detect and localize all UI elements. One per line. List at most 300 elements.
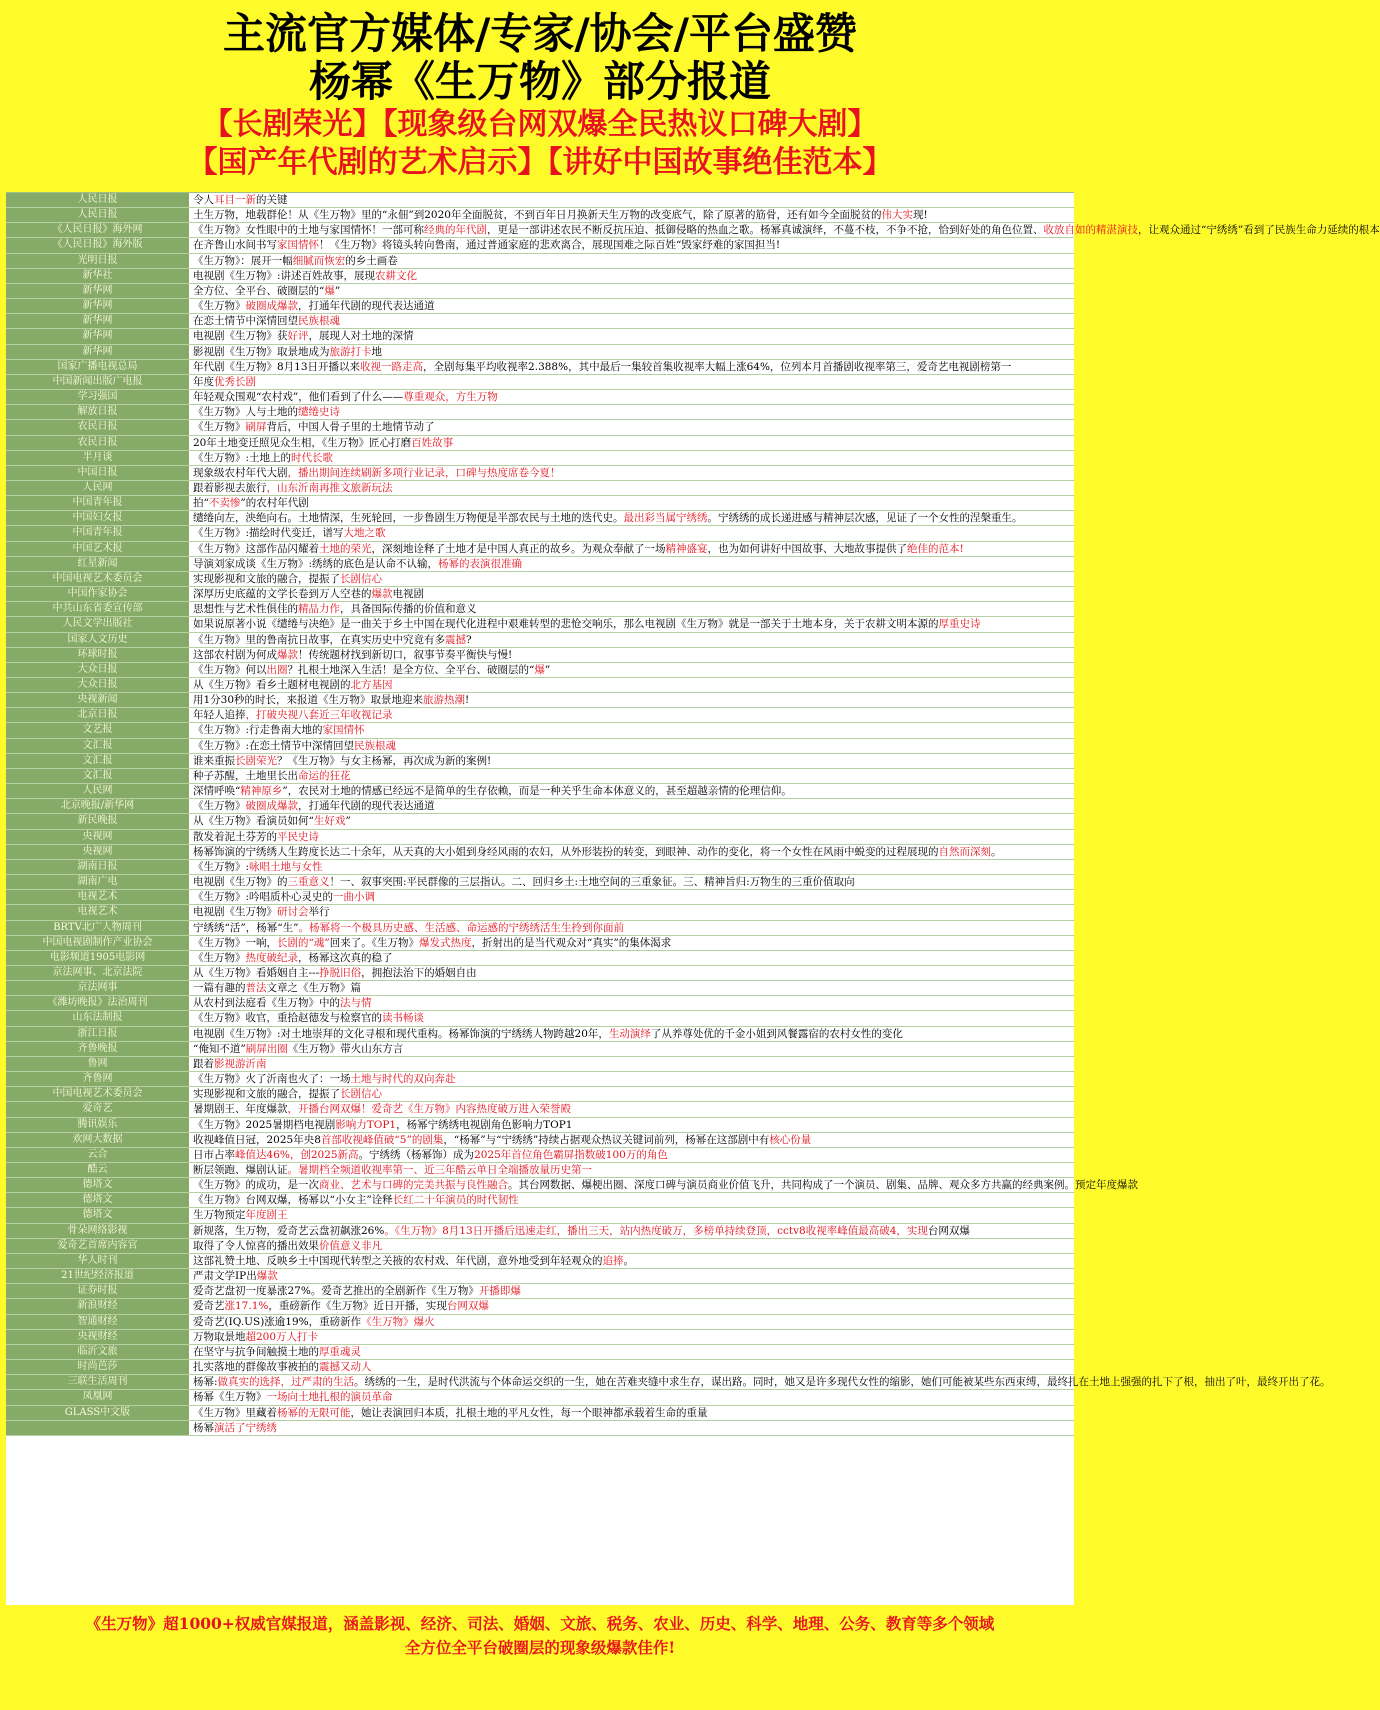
body-text: 《生万物》台网双爆，杨幂以“小女主”诠释 [193,1194,393,1207]
source-cell: 文汇报 [6,739,189,753]
table-row [6,951,1074,966]
body-text: 。宁绣绣（杨幂饰）成为 [358,1148,475,1161]
highlight-text: 挣脱旧俗 [319,966,362,979]
table-row [6,284,1074,299]
report-text-cell [189,511,1074,525]
report-text-cell [189,905,1074,919]
source-cell: 中国电视艺术委员会 [6,1087,189,1101]
body-text: 《生万物》带火山东方言 [287,1042,404,1055]
source-cell: 鲁网 [6,1057,189,1071]
report-text-cell [189,1345,1074,1359]
highlight-text: 收放自如的精湛演技 [1043,224,1138,237]
body-text: ，打通年代剧的现代表达通道 [298,800,435,813]
body-text: 电视剧《生万物》:讲述百姓故事，展现 [193,269,376,282]
body-text: ，打通年代剧的现代表达通道 [298,300,435,313]
highlight-text: 农耕文化 [375,269,418,282]
report-text-cell [189,936,1074,950]
highlight-text: 精神盛宴 [665,542,708,555]
report-text-cell [189,208,1074,222]
table-row [6,1011,1074,1026]
source-cell: 骨朵网络影视 [6,1224,189,1238]
report-text-cell [189,1208,1074,1222]
source-cell: 三联生活周刊 [6,1375,189,1389]
table-row [6,1330,1074,1345]
table-row [6,360,1074,375]
body-text: 在齐鲁山水间书写 [193,239,277,252]
body-text: 从农村到法庭看《生万物》中的 [193,997,340,1010]
body-text: 杨幂 [193,1421,214,1434]
report-text-cell [189,1299,1074,1313]
body-text: 《生万物》: [193,860,250,873]
report-text-cell [189,1193,1074,1207]
source-cell: 京法网事、北京法院 [6,966,189,980]
highlight-text: 好评 [287,330,309,343]
report-text-cell [189,693,1074,707]
table-row [6,1345,1074,1360]
highlight-text: ，开播台网双爆！爱奇艺《生万物》内容热度破万进入荣誉殿 [287,1103,571,1116]
body-text: ”，农民对土地的情感已经远不是简单的生存依赖，而是一种关乎生命本体意义的，甚至超越亲情的伦理信仰。 [282,785,792,798]
report-text-cell [189,1178,1138,1192]
highlight-text: 影响力TOP1 [335,1118,397,1131]
highlight-text: 首部收视峰值破“5”的剧集 [320,1133,444,1146]
body-text: 20年土地变迁照见众生相，《生万物》匠心打磨 [193,436,412,449]
highlight-text: 大地之歌 [343,527,386,540]
body-text: 跟着影视去旅行 [193,481,267,494]
table-row [6,557,1074,572]
highlight-text: 耳目一新 [214,194,256,206]
report-text-cell [189,572,1074,586]
source-cell: 环球时报 [6,648,189,662]
table-row [6,845,1074,860]
source-cell: 电视艺术 [6,890,189,904]
report-text-cell [189,451,1074,465]
body-text: ！传统题材找到新切口，叙事节奏平衡快与慢! [298,648,513,661]
highlight-text: 咏唱土地与女性 [249,860,323,873]
body-text: 万物取景地 [193,1330,246,1343]
source-cell: 文艺报 [6,723,189,737]
body-text: 从《生万物》看婚姻自主--- [193,966,320,979]
report-text-cell [189,1118,1074,1132]
table-row [6,1072,1074,1087]
body-text: 年轻观众围观“农村戏”，他们看到了什么—— [193,391,404,404]
highlight-text: 绝佳的范本! [907,542,964,555]
source-cell: 中国日报 [6,466,189,480]
highlight-text: 旅游打卡 [329,345,372,358]
report-text-cell [189,814,1074,828]
report-text-cell [189,1330,1074,1344]
table-row [6,1254,1074,1269]
table-row [6,1406,1074,1421]
report-text-cell [189,238,1074,252]
highlight-text: 三重意义 [287,876,330,889]
highlight-text: 台网双爆 [446,1300,489,1313]
report-text-cell [189,708,1074,722]
highlight-text: 长剧信心 [340,572,382,585]
report-text-cell [189,1027,1074,1041]
highlight-text: 一场向土地扎根的演员革命 [266,1391,393,1404]
body-text: ” [345,815,351,828]
source-cell: 爱奇艺 [6,1102,189,1116]
report-text-cell [189,1269,1074,1283]
source-cell: 证券时报 [6,1284,189,1298]
highlight-text: 热度破纪录 [245,951,298,964]
source-cell: 浙江日报 [6,1027,189,1041]
source-cell: 人民日报 [6,208,189,222]
report-text-cell [189,481,1074,495]
body-text: 拍“ [193,497,209,510]
source-cell: 央视网 [6,845,189,859]
source-cell: 北京晚报/新华网 [6,799,189,813]
highlight-text: 长红二十年演员的时代韧性 [392,1194,519,1207]
table-row [6,420,1074,435]
highlight-text: 破圈成爆款 [245,800,298,813]
table-row [6,587,1074,602]
source-cell: 学习强国 [6,390,189,404]
report-text-cell [189,1390,1074,1404]
body-text: 《生万物》2025暑期档电视剧 [193,1118,336,1131]
highlight-text: 震撼又动人 [319,1361,372,1374]
report-text-cell [189,1102,1074,1116]
body-text: ，杨幂宁绣绣电视剧角色影响力TOP1 [396,1118,573,1131]
footer [0,1612,1080,1660]
highlight-text: 不卖惨 [208,497,241,510]
highlight-text: 民族根魂 [354,739,397,752]
body-text: “俺知不道” [193,1042,246,1055]
source-cell: 新华网 [6,345,189,359]
footer-line-2: 全方位全平台破圈层的现象级爆款佳作! [404,1638,676,1657]
table-row [6,1375,1331,1390]
report-text-cell [189,1254,1074,1268]
body-text: 《生万物》人与土地的 [193,406,298,419]
body-text: 背后，中国人骨子里的土地情节动了 [266,421,435,434]
report-text-cell [189,1163,1074,1177]
body-text: 《生万物》 [193,300,246,313]
source-cell: 中国妇女报 [6,511,189,525]
table-row [6,1193,1074,1208]
body-text: 《生万物》里藏着 [193,1406,277,1419]
highlight-text: 最出彩当属宁绣绣 [623,512,708,525]
body-text: 《生万物》 [193,421,246,434]
table-row [6,814,1074,829]
body-text: ，杨幂这次真的稳了 [298,951,393,964]
body-text: 电视剧《生万物》 [193,906,277,919]
source-cell: 京法网事 [6,981,189,995]
body-text: 爱奇艺 [193,1300,225,1313]
body-text: ？扎根土地深入生活！是全方位、全平台、破圈层的“ [287,663,535,676]
source-cell: 农民日报 [6,436,189,450]
report-text-cell [189,875,1074,889]
title-line-2: 杨幂《生万物》部分报道 [308,57,771,106]
report-text-cell [189,1087,1074,1101]
source-cell: 欢网大数据 [6,1133,189,1147]
table-row [6,1360,1074,1375]
report-text-cell [189,254,1074,268]
highlight-text: 精神原乡 [240,785,283,798]
highlight-text: 生好戏 [313,815,346,828]
body-text: 回来了。《生万物》 [329,936,419,949]
table-row [6,436,1074,451]
table-row [6,769,1074,784]
report-text-cell [189,466,1074,480]
report-text-cell [189,845,1074,859]
highlight-text: 核心份量 [769,1133,812,1146]
table-row [6,1239,1074,1254]
highlight-text: 爆发式热度 [419,936,472,949]
source-cell: 央视网 [6,830,189,844]
source-cell: 齐鲁网 [6,1072,189,1086]
source-cell: 中共山东省委宣传部 [6,602,189,616]
body-text: 在坚守与抗争间触摸土地的 [193,1345,319,1358]
report-text-cell [189,1011,1074,1025]
report-text-cell [189,542,1074,556]
header [0,0,1080,190]
source-cell: 人民日报 [6,193,189,207]
source-cell: 中国电视剧制作产业协会 [6,936,189,950]
report-text-cell [189,1133,1074,1147]
table-row [6,526,1074,541]
highlight-text: 破圈成爆款 [245,300,298,313]
table-row [6,466,1074,481]
source-cell: 新民晚报 [6,814,189,828]
body-text: 扎实落地的群像故事被拍的 [193,1361,319,1374]
body-text: 杨幂《生万物》 [193,1391,267,1404]
highlight-text: 爆款 [256,1270,278,1283]
highlight-text: 《生万物》爆火 [361,1315,435,1328]
source-cell: 山东法制报 [6,1011,189,1025]
highlight-text: 平民史诗 [277,830,319,843]
table-row [6,223,1380,238]
title-line-1: 主流官方媒体/专家/协会/平台盛赞 [222,9,858,58]
body-text: ，深刻地诠释了土地才是中国人真正的故乡。为观众奉献了一场 [371,542,666,555]
table-row [6,708,1074,723]
highlight-text: 涨17.1% [224,1300,269,1313]
source-cell: 解放日报 [6,405,189,419]
highlight-text: 家国情怀 [277,239,319,252]
table-row [6,390,1074,405]
source-cell: BRTV北广人物周刊 [6,921,189,935]
source-cell: 新华网 [6,284,189,298]
body-text: ，她让表演回归本质，扎根土地的平凡女性，每一个眼神都承载着生命的重量 [350,1406,708,1419]
highlight-text: 厚重史诗 [938,618,981,631]
table-row [6,1269,1074,1284]
body-text: 跟着 [193,1057,214,1070]
table-row [6,329,1074,344]
highlight-text: 优秀长剧 [214,375,256,388]
report-text-cell [189,1224,1074,1238]
body-text: ，折射出的是当代观众对“真实”的集体渴求 [471,936,672,949]
table-row [6,617,1074,632]
report-text-cell [189,284,1074,298]
body-text: ！一、叙事突围:平民群像的三层指认。二、回归乡土:土地空间的三重象征。三、精神旨归:万物生的三重价值取向 [329,876,855,889]
source-cell: 爱奇艺首席内容官 [6,1239,189,1253]
source-cell: 中国新闻出版广电报 [6,375,189,389]
table-row [6,1133,1074,1148]
report-text-cell [189,314,1074,328]
table-row [6,314,1074,329]
report-text-cell [189,1148,1074,1162]
table-row [6,784,1074,799]
source-cell: 人民网 [6,784,189,798]
report-text-cell [189,496,1074,510]
highlight-text: 爆 [324,284,335,297]
report-text-cell [189,981,1074,995]
report-text-cell [189,1284,1074,1298]
report-text-cell [189,769,1074,783]
highlight-text: 土地的荣光 [319,542,372,555]
highlight-text: 。杨幂将一个极具历史感、生活感、命运感的宁绣绣活生生拎到你面前 [298,921,624,934]
body-text: 令人 [193,194,214,206]
highlight-text: 细腻而恢宏 [292,254,346,267]
body-text: 《生万物》 [193,951,246,964]
body-text: 从《生万物》看乡土题材电视剧的 [193,679,351,691]
table-row [6,936,1074,951]
report-text-cell [189,1072,1074,1086]
body-text: 这部农村剧为何成 [193,648,277,661]
body-text: 《生万物》一响， [193,936,277,949]
source-cell: 临沂文旅 [6,1345,189,1359]
highlight-text: 峰值达46%，创2025新高 [235,1148,359,1161]
table-row [6,1087,1074,1102]
body-text: 全方位、全平台、破圈层的“ [193,284,325,297]
highlight-text: 生动演绎 [608,1027,651,1040]
highlight-text: 长剧荣光 [235,754,277,767]
body-text: 土生万物，地载群伦！从《生万物》里的“永佃”到2020年全面脱贫，不到百年日月换新天生万物的改变底气，除了原著的筋骨，还有如今全面脱贫的 [193,209,882,222]
source-cell: 德塔文 [6,1208,189,1222]
highlight-text: 追捧 [602,1254,624,1267]
body-text: ！《生万物》将镜头转向鲁南，通过普通家庭的悲欢离合，展现国难之际百姓“毁家纾难的家国担当! [319,239,781,252]
source-cell: 半月谈 [6,451,189,465]
body-text: 电视剧 [392,588,424,601]
highlight-text: 法与情 [340,997,372,1010]
source-cell: 中国艺术报 [6,542,189,556]
body-text: 现象级农村年代大剧 [193,466,288,479]
body-text: 杨幂饰演的宁绣绣人生跨度长达二十余年，从天真的大小姐到身经风雨的农妇，从外形装扮的转变，到眼神、动作的变化，将一个女性在风雨中蜕变的过程展现的 [193,845,939,858]
source-cell: 央视新闻 [6,693,189,707]
body-text: 《生万物》 [193,800,246,813]
table-row [6,238,1074,253]
report-text-cell [189,1360,1074,1374]
report-text-cell [189,663,1074,677]
table-row [6,405,1074,420]
body-text: 爱奇艺(IQ.US)涨逾19%，重磅新作 [193,1315,362,1328]
source-cell: 光明日报 [6,254,189,268]
source-cell: 农民日报 [6,420,189,434]
body-text: 生万物预定 [193,1209,246,1222]
report-text-cell [189,754,1074,768]
body-text: 暑期剧王、年度爆款 [193,1103,288,1116]
body-text: 取得了令人惊喜的播出效果 [193,1239,319,1252]
table-row [6,799,1074,814]
body-text: 电视剧《生万物》获 [193,330,288,343]
table-row [6,723,1074,738]
source-cell: 新华网 [6,329,189,343]
body-text: 《生万物》这部作品闪耀着 [193,542,319,555]
table-row [6,1148,1074,1163]
report-text-cell [189,890,1074,904]
source-cell: 电影频道1905电影网 [6,951,189,965]
source-cell: 华人时刊 [6,1254,189,1268]
body-text: 《生万物》收官，重拾赵德发与检察官的 [193,1012,382,1025]
report-text-cell [189,193,1074,207]
body-text: 《生万物》:土地上的 [193,451,292,464]
highlight-text: 杨幂的无限可能 [277,1406,351,1419]
source-cell: 湖南日报 [6,860,189,874]
highlight-text: 2025年首位角色霸屏指数破100万的角色 [474,1148,668,1161]
table-row [6,875,1074,890]
body-text: ? [466,633,472,646]
source-cell: 文汇报 [6,769,189,783]
body-text: ”的农村年代剧 [240,497,309,510]
table-row [6,981,1074,996]
table-row [6,193,1074,208]
source-cell: 红星新闻 [6,557,189,571]
highlight-text: 。《生万物》8月13日开播后迅速走红，播出三天，站内热度破万，多榜单持续登顶，cctv8收视率峰值最高破4，实现 [384,1224,928,1237]
table-row [6,678,1074,693]
table-row [6,1224,1074,1239]
body-text: 电视剧《生万物》:对土地崇拜的文化寻根和现代重构。杨幂饰演的宁绣绣人物跨越20年， [193,1027,609,1040]
body-text: 《生万物》女性眼中的土地与家国情怀！一部可称 [193,224,424,237]
table-row [6,754,1074,769]
source-cell: 湖南广电 [6,875,189,889]
table-row [6,208,1074,223]
report-text-cell [189,360,1074,374]
body-text: 。绣绣的一生，是时代洪流与个体命运交织的一生，她在苦难夹缝中求生存，谋出路。同时，她又是许多现代女性的缩影，她们可能被某些东西束缚，最终扎在土地上强强的扎下了根，抽出了叶，最终开出了花。 [354,1376,1331,1389]
report-text-cell [189,996,1074,1010]
body-text: ，也为如何讲好中国故事、大地故事提供了 [707,542,907,555]
highlight-text: 旅游热潮 [423,694,466,707]
body-text: 断层领跑、爆剧认证 [193,1164,288,1176]
table-row [6,299,1074,314]
table-row [6,1163,1074,1178]
body-text: 《生万物》火了沂南也火了：一场 [193,1073,351,1086]
report-text-cell [189,420,1074,434]
highlight-text: ，播出期间连续刷新多项行业记录，口碑与热度席卷今夏！ [287,466,561,479]
table-row [6,1027,1074,1042]
highlight-text: 读书畅谈 [382,1012,424,1025]
report-text-cell [189,526,1074,540]
report-text-cell [189,1406,1074,1420]
report-text-cell [189,329,1074,343]
source-cell: 新浪财经 [6,1299,189,1313]
table-row [6,1315,1074,1330]
table-row [6,602,1074,617]
report-text-cell [189,390,1074,404]
body-text: 台网双爆 [927,1224,970,1237]
source-cell: 《人民日报》海外网 [6,223,189,237]
body-text: 。 [623,1254,634,1267]
body-text: 新规落，生万物，爱奇艺云盘初飙涨26% [193,1224,385,1237]
report-text-cell [189,345,1074,359]
body-text: 地 [371,345,382,358]
body-text: 年度 [193,375,214,388]
report-text-cell [189,405,1074,419]
highlight-text: 经典的年代剧 [424,224,487,237]
body-text: 《生万物》的成功，是一次 [193,1179,319,1192]
highlight-text: ，打破央视八套近三年收视记录 [245,709,393,722]
source-cell: 《人民日报》海外版 [6,238,189,252]
body-text: 。 [991,845,1002,858]
source-cell: 北京日报 [6,708,189,722]
table-row [6,739,1074,754]
source-cell: 德塔文 [6,1178,189,1192]
report-text-cell [189,633,1074,647]
source-cell: 中国作家协会 [6,587,189,601]
report-text-cell [189,1239,1074,1253]
highlight-text: 收视一路走高 [360,360,424,373]
source-cell: 文汇报 [6,754,189,768]
table-row [6,1299,1074,1314]
report-text-cell [189,375,1074,389]
